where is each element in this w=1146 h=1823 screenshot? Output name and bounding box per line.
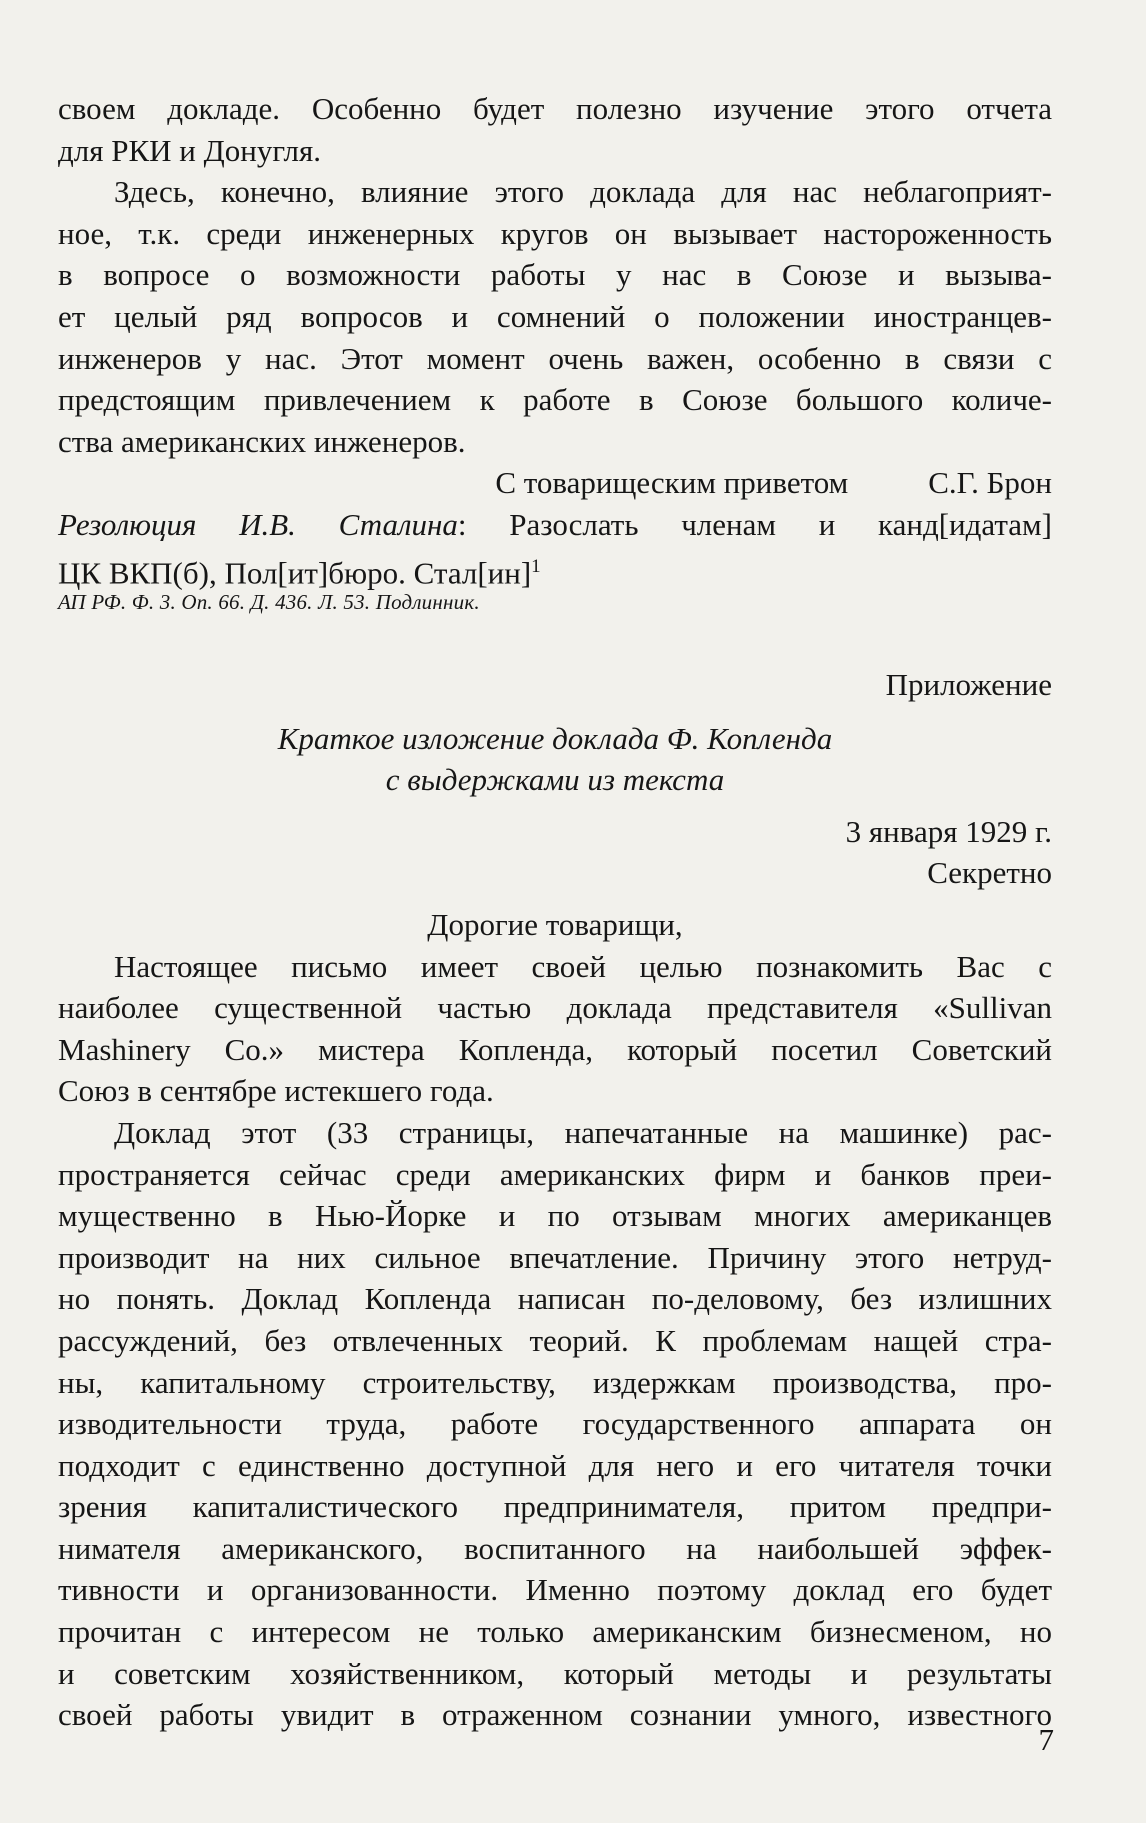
text-line: наиболее существенной частью доклада представителя «Sullivan	[58, 990, 1052, 1026]
text-line: Настоящее письмо имеет своей целью познакомить Вас с	[114, 948, 1052, 984]
upper-text-block	[58, 88, 1052, 593]
text-line: для РКИ и Донугля.	[58, 132, 322, 168]
summary-title: с выдержками из текста	[385, 762, 725, 798]
resolution-line	[58, 546, 1052, 594]
text-line: изводительности труда, работе государственного аппарата он	[58, 1406, 1052, 1442]
text-line: тивности и организованности. Именно поэтому доклад его будет	[58, 1572, 1052, 1608]
text-line: своей работы увидит в отраженном сознании умного, известного	[58, 1697, 1052, 1733]
summary-title: Краткое изложение доклада Ф. Копленда	[277, 720, 833, 756]
classification-mark: Секретно	[927, 855, 1052, 891]
footnote-marker: 1	[531, 555, 541, 577]
text-line: пространяется сейчас среди американских фирм и банков преи-	[58, 1156, 1052, 1192]
resolution-text: ЦК ВКП(б), Пол[ит]бюро. Стал[ин]	[58, 554, 532, 590]
text-line: прочитан с интересом не только американским бизнесменом, но	[58, 1614, 1052, 1650]
text-line: ства американских инженеров.	[58, 423, 466, 459]
text-line: ное, т.к. среди инженерных кругов он вызывает настороженность	[58, 215, 1052, 251]
text-line: но понять. Доклад Копленда написан по-деловому, без излишних	[58, 1281, 1052, 1317]
text-line: своем докладе. Особенно будет полезно изучение этого отчета	[58, 91, 1052, 126]
salutation: Дорогие товарищи,	[427, 906, 683, 942]
lower-text-block	[58, 664, 1052, 1736]
text-line: инженеров у нас. Этот момент очень важен, особенно в связи с	[58, 340, 1052, 376]
signoff-greeting: С товарищеским приветом	[495, 465, 849, 501]
text-line: зрения капиталистического предпринимателя, притом предпри-	[58, 1489, 1052, 1525]
text-line: подходит с единственно доступной для него и его читателя точки	[58, 1447, 1052, 1483]
text-line: рассуждений, без отвлеченных теорий. К проблемам нащей стра-	[58, 1322, 1052, 1358]
signoff	[58, 462, 1052, 504]
text-line: Mashinery Co.» мистера Копленда, который посетил Советский	[58, 1031, 1052, 1067]
text-line: ны, капитальному строительству, издержкам производства, про-	[58, 1364, 1052, 1400]
text-line: ет целый ряд вопросов и сомнений о положении иностранцев-	[58, 298, 1052, 334]
text-line: мущественно в Нью-Йорке и по отзывам многих американцев	[58, 1198, 1052, 1234]
resolution-line	[58, 504, 1052, 546]
text-line: в вопросе о возможности работы у нас в Союзе и вызыва-	[58, 257, 1052, 293]
text-line: Доклад этот (33 страницы, напечатанные на машинке) рас-	[114, 1114, 1052, 1150]
text-line: производит на них сильное впечатление. Причину этого нетруд-	[58, 1239, 1052, 1275]
resolution-text: : Разослать членам и канд[идатам]	[457, 506, 1052, 542]
text-line: и советским хозяйственником, который методы и результаты	[58, 1655, 1052, 1691]
page-number: 7	[1038, 1722, 1054, 1757]
appendix-label: Приложение	[885, 667, 1052, 702]
document-date: 3 января 1929 г.	[845, 813, 1052, 849]
signoff-signature: С.Г. Брон	[928, 465, 1052, 501]
text-line: Союз в сентябре истекшего года.	[58, 1073, 494, 1109]
resolution-lead: Резолюция И.В. Сталина	[58, 506, 458, 542]
text-line: предстоящим привлечением к работе в Союзе большого количе-	[58, 382, 1052, 418]
archival-source: АП РФ. Ф. 3. Оп. 66. Д. 436. Л. 53. Подлинник.	[58, 590, 480, 614]
text-line: Здесь, конечно, влияние этого доклада для нас неблагоприят-	[114, 174, 1052, 210]
text-line: нимателя американского, воспитанного на наибольшей эффек-	[58, 1530, 1052, 1566]
